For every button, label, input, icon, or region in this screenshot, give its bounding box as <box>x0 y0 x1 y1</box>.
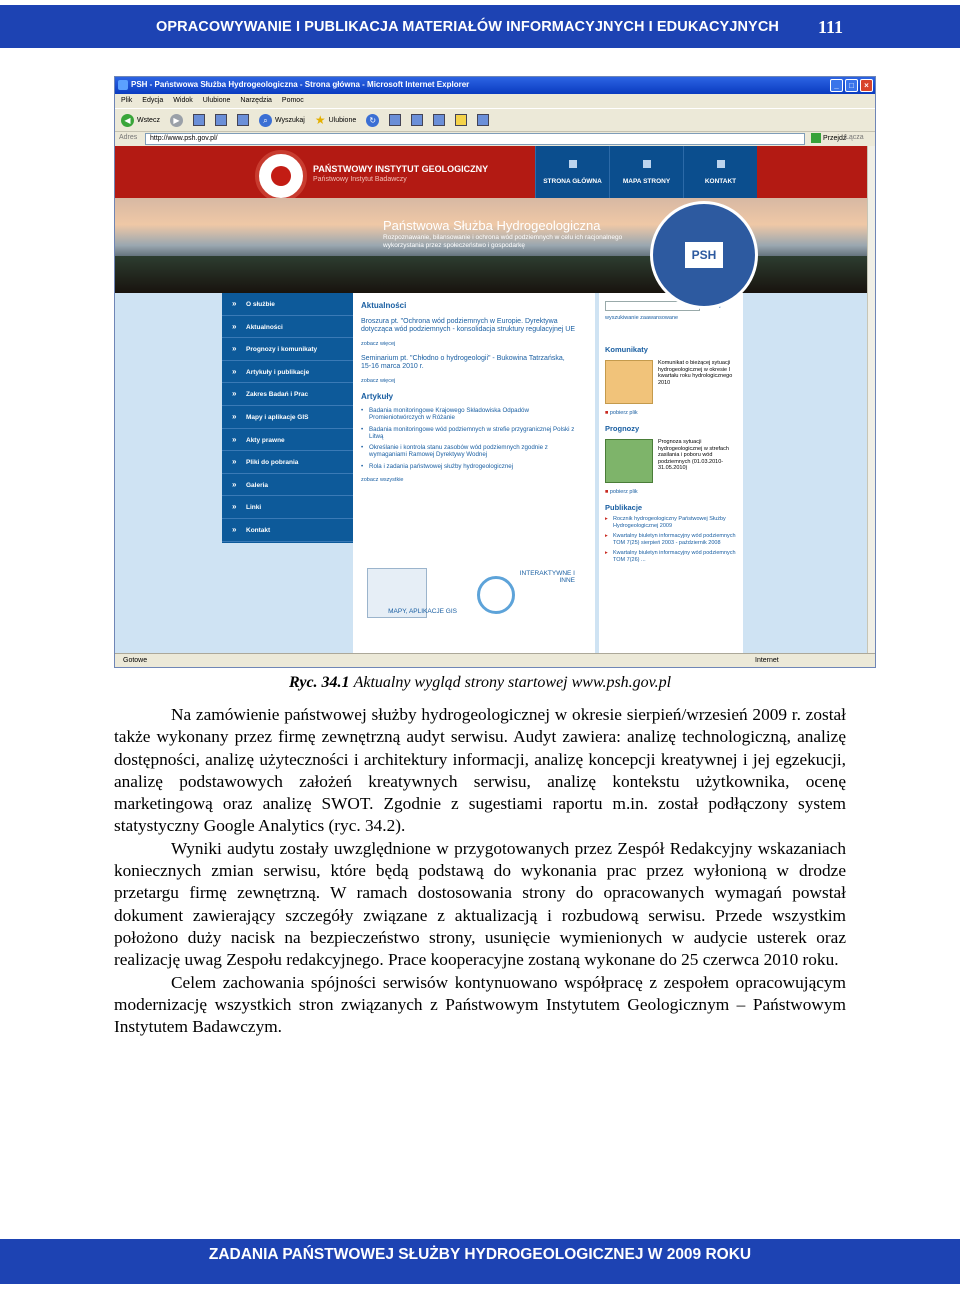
mail-icon <box>389 114 401 126</box>
article-item: • Badania monitoringowe wód podziemnych w strefie przygranicznej Polski z Litwą <box>361 426 576 441</box>
poland-map-icon <box>605 360 653 404</box>
download-link: ■ pobierz plik <box>605 410 743 416</box>
banner-title: Państwowa Służba Hydrogeologiczna <box>383 218 601 233</box>
ie-address-bar <box>115 132 875 146</box>
go-arrow-icon <box>811 133 821 143</box>
article-item: • Badania monitoringowe Krajowego Składowiska Odpadów Promieniotwórczych w Różanie <box>361 407 576 422</box>
go-button: Przejdź <box>811 133 846 143</box>
left-nav-item: » O służbie <box>222 293 353 316</box>
paragraph: Na zamówienie państwowej służby hydrogeologicznej w okresie sierpień/wrzesień 2009 r. został także wykonany przez firmę zewnętrzną audyt serwisu. Audyt zawiera: analizę technologiczną, analizę dostępności, analizę użyteczności i architektury informacji, analizę koncepcji kreatywnej i jej egzekucji, analizę podstawowych założeń kreatywnych serwisu, analizę kontekstu użytkownika, ocenę marketingową oraz analizę SWOT. Zgodnie z sugestiami raportu m.in. został podłączony system statystyczny Google Analytics (ryc. 34.2). <box>114 705 846 836</box>
site-left-nav <box>222 293 353 543</box>
more-link: zobacz więcej <box>361 378 396 384</box>
more-link: zobacz więcej <box>361 341 396 347</box>
left-nav-item: » Zakres Badań i Prac <box>222 383 353 406</box>
address-label: Adres <box>119 134 138 141</box>
nav-home: STRONA GŁÓWNA <box>535 146 609 198</box>
communiques-heading: Komunikaty <box>605 345 648 354</box>
internet-zone: Internet <box>755 657 779 664</box>
print-icon <box>411 114 423 126</box>
forecasts-heading: Prognozy <box>605 424 640 433</box>
banner-subtitle: Rozpoznawanie, bilansowanie i ochrona wód podziemnych w celu ich racjonalnego wykorzystania przez społeczeństwo i gospodarkę <box>383 234 623 249</box>
left-nav-item: » Mapy i aplikacje GIS <box>222 406 353 429</box>
left-nav-item: » Akty prawne <box>222 429 353 452</box>
menu-item: Narzędzia <box>240 97 272 104</box>
menu-item: Plik <box>121 97 133 104</box>
left-nav-item: » Linki <box>222 496 353 519</box>
communique-item <box>605 360 743 404</box>
page-footer <box>0 1239 960 1284</box>
pig-emblem-icon <box>255 150 307 202</box>
refresh-icon <box>215 114 227 126</box>
psh-logo-icon <box>650 201 758 309</box>
back-arrow-icon: ◀ <box>121 114 134 127</box>
news-heading: Aktualności <box>361 301 407 310</box>
ie-title-bar <box>115 77 875 94</box>
site-right-column <box>599 293 743 653</box>
paragraph: Celem zachowania spójności serwisów kontynuowano współpracę z zespołem opracowującym modernizację wszystkich stron związanych z Państwowym Instytutem Geologicznym – Państwowym Instytutem Badawczym. <box>114 972 846 1037</box>
caption-label: Ryc. 34.1 <box>288 674 350 691</box>
favorites-button: ★ Ulubione <box>314 113 357 127</box>
institute-subtitle: Państwowy Instytut Badawczy <box>313 176 407 183</box>
caption-text: Aktualny wygląd strony startowej www.psh.gov.pl <box>353 674 672 691</box>
publication-item: ▸ Kwartalny biuletyn informacyjny wód podziemnych TOM 7(25) sierpień 2003 - październik 2008 <box>605 533 743 546</box>
status-text: Gotowe <box>123 657 148 664</box>
nav-contact: KONTAKT <box>683 146 757 198</box>
tile-interactive-label: INTERAKTYWNE I INNE <box>519 570 575 584</box>
menu-item: Pomoc <box>281 97 304 104</box>
feature-tiles <box>367 568 587 628</box>
search-icon: ⌕ <box>259 114 272 127</box>
home-icon <box>237 114 249 126</box>
window-controls <box>830 79 873 92</box>
nav-sitemap: MAPA STRONY <box>609 146 683 198</box>
ie-menu-bar <box>115 94 875 108</box>
links-label: Łącza <box>845 134 864 141</box>
left-nav-item: » Galeria <box>222 474 353 497</box>
figure-caption <box>0 674 960 692</box>
news-item: Seminarium pt. "Chłodno o hydrogeologii" - Bukowina Tatrzańska, 15-16 marca 2010 r. <box>361 355 565 370</box>
ie-logo-icon <box>118 80 128 90</box>
forward-arrow-icon: ▶ <box>170 114 183 127</box>
water-wave-icon <box>477 576 515 614</box>
forecast-item <box>605 439 743 483</box>
back-button: ◀ Wstecz <box>121 114 160 127</box>
window-title: PSH - Państwowa Służba Hydrogeologiczna - Strona główna - Microsoft Internet Explorer <box>131 80 470 89</box>
browser-screenshot-figure <box>114 76 876 668</box>
left-nav-item: » Aktualności <box>222 316 353 339</box>
poland-map-icon <box>605 439 653 483</box>
forecast-text: Prognoza sytuacji hydrogeologicznej w strefach zasilania i poboru wód podziemnych (01.03.2010-31.05.2010) <box>658 439 729 471</box>
search-button: ⌕ Wyszukaj <box>259 114 305 127</box>
article-item: • Określanie i kontrola stanu zasobów wód podziemnych zgodnie z wymaganiami Ramowej Dyrektywy Wodnej <box>361 444 576 459</box>
body-text <box>114 704 846 1038</box>
communique-text: Komunikat o bieżącej sytuacji hydrogeologicznej w okresie I kwartału roku hydrologicznego 2010 <box>658 360 733 386</box>
institute-name: PAŃSTWOWY INSTYTUT GEOLOGICZNY <box>313 164 489 174</box>
left-nav-item: » Prognozy i komunikaty <box>222 338 353 361</box>
header-title: OPRACOWYWANIE I PUBLIKACJA MATERIAŁÓW INFORMACYJNYCH I EDUKACYJNYCH <box>156 19 779 35</box>
messenger-icon <box>477 114 489 126</box>
publications-heading: Publikacje <box>605 503 643 512</box>
page-number: 111 <box>818 17 844 37</box>
address-field: http://www.psh.gov.pl/ <box>145 133 805 145</box>
download-link: ■ pobierz plik <box>605 489 743 495</box>
maximize-icon: □ <box>845 79 858 92</box>
articles-list <box>361 407 595 470</box>
footer-title: ZADANIA PAŃSTWOWEJ SŁUŻBY HYDROGEOLOGICZNEJ W 2009 ROKU <box>208 1246 752 1263</box>
history-icon: ↻ <box>366 114 379 127</box>
ie-vertical-scrollbar <box>867 146 875 653</box>
news-item: Broszura pt. "Ochrona wód podziemnych w Europie. Dyrektywa dotycząca wód podziemnych - konsolidacja struktury regulacyjnej UE <box>361 318 575 333</box>
publication-item: ▸ Kwartalny biuletyn informacyjny wód podziemnych TOM 7(26) ... <box>605 550 743 563</box>
page-header <box>0 5 960 48</box>
site-main-column <box>353 293 595 653</box>
publication-item: ▸ Rocznik hydrogeologiczny Państwowej Służby Hydrogeologicznej 2009 <box>605 516 743 529</box>
all-link: zobacz wszystkie <box>361 477 404 484</box>
advanced-search-link: wyszukiwanie zaawansowane <box>605 315 679 321</box>
left-nav-item: » Kontakt <box>222 519 353 542</box>
folder-icon <box>455 114 467 126</box>
paragraph: Wyniki audytu zostały uwzględnione w przygotowanych przez Zespół Redakcyjny wskazaniach koniecznych zmian serwisu, które będą podstawą do wykonania prac przez wyłonioną w drodze przetargu firmę zewnętrzną. W ramach dostosowania strony do opracowanych wymagań powstał dokument zawierający szczegóły związane z aktualizacją i rozbudową serwisu. Przede wszystkim położono duży nacisk na bezpieczeństwo strony, usunięcie wymienionych w audycie usterek oraz realizację uwag Zespołu redakcyjnego. Prace kooperacyjne zostaną wykonane do 25 czerwca 2010 roku. <box>114 838 846 970</box>
ie-status-bar <box>115 653 875 668</box>
right-margin-background <box>743 293 867 653</box>
stop-icon <box>193 114 205 126</box>
site-top-nav <box>535 146 757 198</box>
ie-toolbar <box>115 108 875 132</box>
menu-item: Widok <box>173 97 193 104</box>
web-page-viewport <box>115 146 867 653</box>
site-header <box>115 146 867 198</box>
menu-item: Ulubione <box>202 97 231 104</box>
articles-heading: Artykuły <box>361 392 394 401</box>
star-icon: ★ <box>314 113 326 127</box>
edit-icon <box>433 114 445 126</box>
menu-item: Edycja <box>142 97 164 104</box>
close-icon: × <box>860 79 873 92</box>
tile-maps-label: MAPY, APLIKACJE GIS <box>388 608 457 615</box>
article-item: • Rola i zadania państwowej służby hydrogeologicznej <box>361 463 576 470</box>
minimize-icon: _ <box>830 79 843 92</box>
forward-button <box>170 114 183 127</box>
left-nav-item: » Pliki do pobrania <box>222 451 353 474</box>
left-nav-item: » Artykuły i publikacje <box>222 361 353 384</box>
